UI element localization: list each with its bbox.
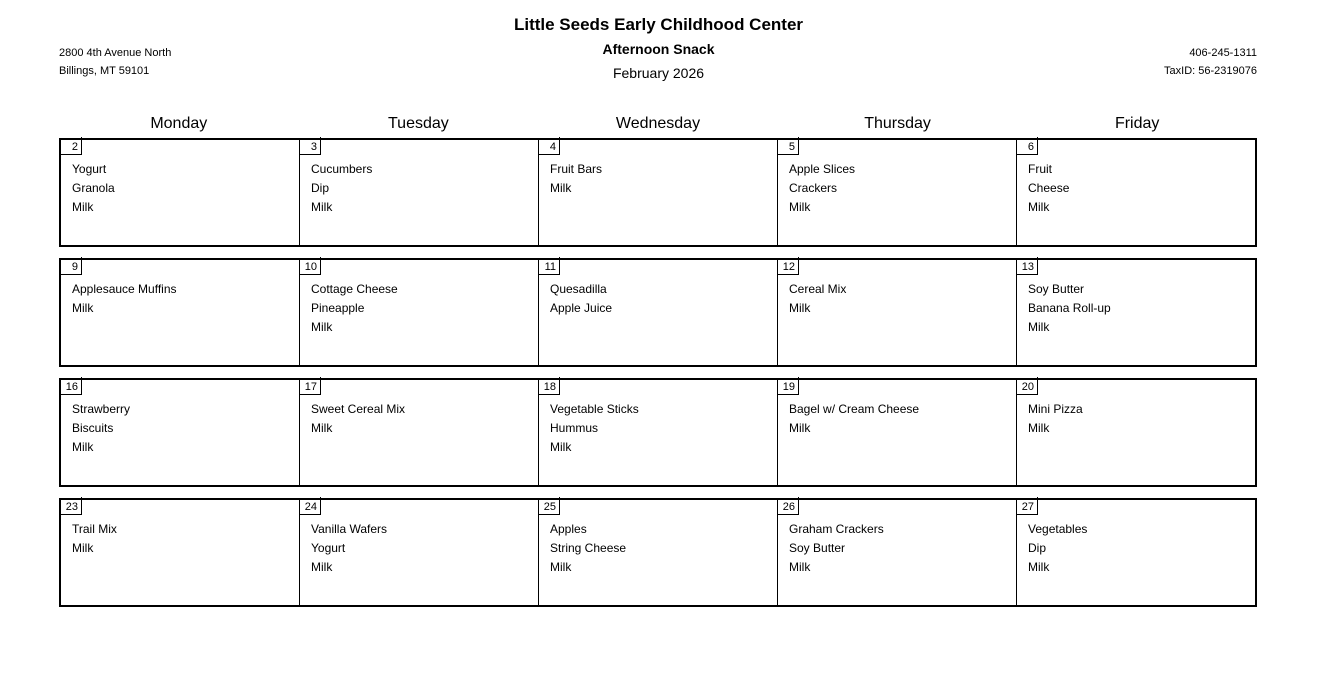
day-cell <box>538 380 777 485</box>
week-row <box>59 138 1257 247</box>
menu-item: Milk <box>72 200 94 214</box>
menu-item: Milk <box>789 301 811 315</box>
weekday-header-friday: Friday <box>1114 115 1160 132</box>
center-name: Little Seeds Early Childhood Center <box>513 15 804 34</box>
menu-item: Soy Butter <box>1028 282 1085 296</box>
day-cell <box>538 500 777 605</box>
menu-item: Milk <box>550 440 572 454</box>
menu-item: Applesauce Muffins <box>72 282 177 296</box>
day-number-badge: 4 <box>539 140 560 155</box>
menu-item-list <box>72 400 293 457</box>
menu-item: Milk <box>789 421 811 435</box>
menu-item-list <box>72 280 293 318</box>
menu-item: Cucumbers <box>311 162 373 176</box>
menu-item-list <box>1028 160 1249 217</box>
day-cell <box>777 260 1016 365</box>
day-number-badge: 16 <box>61 380 82 395</box>
menu-item-list <box>550 160 771 198</box>
menu-item: Cottage Cheese <box>311 282 398 296</box>
menu-item-list <box>789 160 1010 217</box>
day-number-badge: 10 <box>300 260 321 275</box>
menu-item-list <box>789 400 1010 438</box>
day-number-badge: 5 <box>778 140 799 155</box>
week-row <box>59 378 1257 487</box>
day-cell <box>299 140 538 245</box>
menu-item: Graham Crackers <box>789 522 884 536</box>
day-cell <box>299 380 538 485</box>
menu-item: Cheese <box>1028 181 1070 195</box>
menu-item: Quesadilla <box>550 282 607 296</box>
menu-item: Yogurt <box>311 541 346 555</box>
menu-item-list <box>550 280 771 318</box>
day-number-badge: 26 <box>778 500 799 515</box>
menu-item: Milk <box>311 320 333 334</box>
day-cell <box>777 140 1016 245</box>
menu-item: Milk <box>311 200 333 214</box>
menu-item: Milk <box>72 440 94 454</box>
day-number-badge: 19 <box>778 380 799 395</box>
menu-item: Granola <box>72 181 115 195</box>
day-number-badge: 12 <box>778 260 799 275</box>
contact-block <box>1164 44 1257 80</box>
calendar-grid <box>59 138 1257 607</box>
menu-item: Strawberry <box>72 402 131 416</box>
menu-item: Vegetables <box>1028 522 1088 536</box>
day-number-badge: 3 <box>300 140 321 155</box>
menu-item: Cereal Mix <box>789 282 847 296</box>
day-cell <box>1016 500 1255 605</box>
day-number-badge: 27 <box>1017 500 1038 515</box>
day-cell <box>299 260 538 365</box>
day-cell <box>61 500 299 605</box>
weekday-header-tuesday: Tuesday <box>388 115 449 132</box>
month-label: February 2026 <box>612 65 705 81</box>
weekday-header-thursday: Thursday <box>864 115 931 132</box>
menu-item: Apples <box>550 522 587 536</box>
document-header <box>0 15 1317 83</box>
day-cell <box>538 140 777 245</box>
menu-item-list <box>789 520 1010 577</box>
menu-item: Mini Pizza <box>1028 402 1083 416</box>
day-number-badge: 25 <box>539 500 560 515</box>
menu-item: Milk <box>1028 200 1050 214</box>
day-cell <box>299 500 538 605</box>
day-number-badge: 23 <box>61 500 82 515</box>
menu-item-list <box>311 160 532 217</box>
menu-item: Vegetable Sticks <box>550 402 639 416</box>
weekday-header-monday: Monday <box>150 115 208 132</box>
day-number-badge: 18 <box>539 380 560 395</box>
address-block <box>59 44 171 80</box>
day-cell <box>1016 260 1255 365</box>
menu-item: Milk <box>72 301 94 315</box>
menu-item-list <box>1028 280 1249 337</box>
menu-item: Pineapple <box>311 301 365 315</box>
menu-item-list <box>789 280 1010 318</box>
menu-item: Trail Mix <box>72 522 117 536</box>
day-cell <box>777 500 1016 605</box>
day-number-badge: 11 <box>539 260 560 275</box>
day-cell <box>1016 380 1255 485</box>
day-number-badge: 20 <box>1017 380 1038 395</box>
day-cell <box>61 260 299 365</box>
menu-item: String Cheese <box>550 541 627 555</box>
menu-item: Fruit Bars <box>550 162 603 176</box>
menu-item-list <box>1028 520 1249 577</box>
day-cell <box>777 380 1016 485</box>
day-number-badge: 17 <box>300 380 321 395</box>
day-cell <box>61 140 299 245</box>
menu-item-list <box>550 520 771 577</box>
menu-item: Banana Roll-up <box>1028 301 1111 315</box>
menu-item: Sweet Cereal Mix <box>311 402 406 416</box>
weekday-header-row <box>59 114 1257 138</box>
menu-item: Milk <box>1028 320 1050 334</box>
day-cell <box>61 380 299 485</box>
menu-item: Milk <box>789 560 811 574</box>
menu-item: Biscuits <box>72 421 114 435</box>
menu-item: Milk <box>1028 421 1050 435</box>
menu-item: Milk <box>72 541 94 555</box>
menu-item: Crackers <box>789 181 838 195</box>
day-number-badge: 24 <box>300 500 321 515</box>
day-number-badge: 13 <box>1017 260 1038 275</box>
day-cell <box>538 260 777 365</box>
day-cell <box>1016 140 1255 245</box>
menu-item: Hummus <box>550 421 599 435</box>
menu-item: Fruit <box>1028 162 1052 176</box>
day-number-badge: 6 <box>1017 140 1038 155</box>
phone-number: 406-245-1311 <box>1189 47 1257 59</box>
address-line-2: Billings, MT 59101 <box>59 65 150 77</box>
day-number-badge: 9 <box>61 260 82 275</box>
menu-item-list <box>311 280 532 337</box>
meal-title: Afternoon Snack <box>602 41 715 57</box>
menu-item: Dip <box>311 181 330 195</box>
menu-item: Milk <box>550 181 572 195</box>
menu-item: Apple Juice <box>550 301 613 315</box>
menu-item-list <box>72 160 293 217</box>
menu-item-list <box>72 520 293 558</box>
menu-item-list <box>311 400 532 438</box>
day-number-badge: 2 <box>61 140 82 155</box>
menu-item: Bagel w/ Cream Cheese <box>789 402 920 416</box>
menu-item: Milk <box>550 560 572 574</box>
menu-item-list <box>1028 400 1249 438</box>
menu-item: Yogurt <box>72 162 107 176</box>
menu-item: Milk <box>311 421 333 435</box>
menu-calendar <box>59 114 1257 618</box>
menu-item: Dip <box>1028 541 1047 555</box>
menu-item: Vanilla Wafers <box>311 522 388 536</box>
address-line-1: 2800 4th Avenue North <box>59 47 172 59</box>
menu-item: Soy Butter <box>789 541 846 555</box>
tax-id: TaxID: 56-2319076 <box>1164 65 1257 77</box>
weekday-header-wednesday: Wednesday <box>615 115 701 132</box>
menu-item: Milk <box>1028 560 1050 574</box>
week-row <box>59 258 1257 367</box>
menu-item: Milk <box>311 560 333 574</box>
menu-item: Milk <box>789 200 811 214</box>
menu-item-list <box>550 400 771 457</box>
week-row <box>59 498 1257 607</box>
menu-item: Apple Slices <box>789 162 856 176</box>
menu-item-list <box>311 520 532 577</box>
